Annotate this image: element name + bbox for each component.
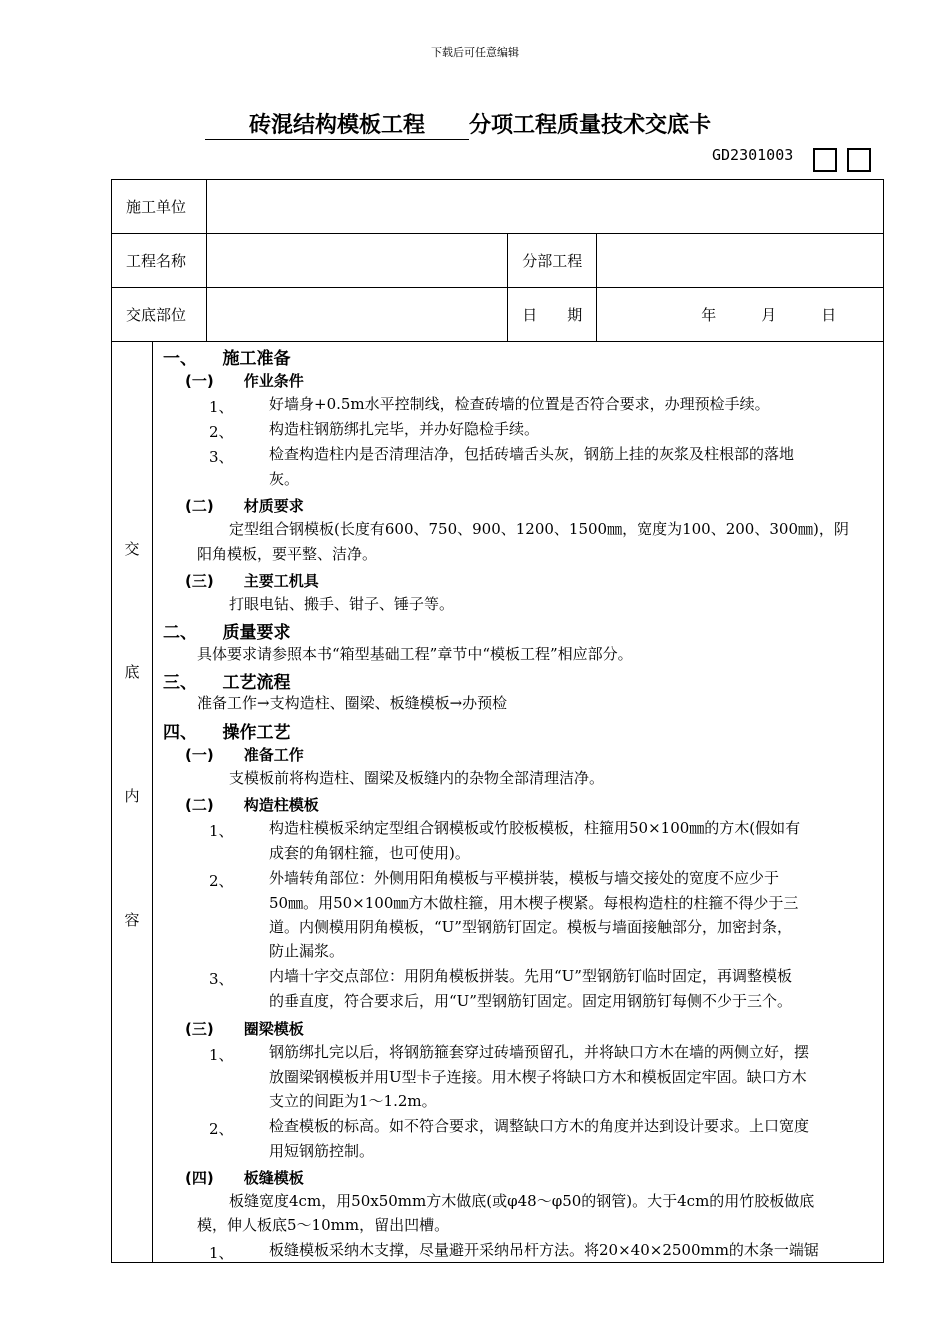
section-3-title: 三、 工艺流程 bbox=[163, 673, 291, 693]
item-text: 构造柱钢筋绑扎完毕，并办好隐检手续。 bbox=[269, 420, 540, 438]
section-2-title: 二、 质量要求 bbox=[163, 623, 291, 643]
content-area bbox=[111, 341, 884, 1263]
title-rest: 分项工程质量技术交底卡 bbox=[469, 113, 712, 138]
side-divider bbox=[152, 341, 153, 1262]
item-text: 构造柱模板采纳定型组合钢模板或竹胶板模板，柱箍用50×100㎜的方木(假如有 bbox=[269, 819, 801, 837]
section-4-1-title: (一) 准备工作 bbox=[185, 746, 304, 764]
item-text: 50㎜。用50×100㎜方木做柱箍，用木楔子楔紧。每根构造柱的柱箍不得少于三 bbox=[269, 894, 799, 912]
item-number: 1、 bbox=[209, 822, 234, 840]
paragraph: 模，伸人板底5～10mm，留出凹槽。 bbox=[197, 1216, 450, 1234]
item-text: 成套的角钢柱箍，也可使用)。 bbox=[269, 844, 470, 862]
item-text: 好墙身+0.5m水平控制线，检查砖墙的位置是否符合要求，办理预检手续。 bbox=[269, 395, 770, 413]
side-label-4: 容 bbox=[124, 911, 140, 929]
item-text: 检查构造柱内是否清理洁净，包括砖墙舌头灰，钢筋上挂的灰浆及柱根部的落地 bbox=[269, 445, 795, 463]
document-title bbox=[205, 108, 711, 140]
section-4-4-title: (四) 板缝模板 bbox=[185, 1169, 304, 1187]
item-number: 2、 bbox=[209, 872, 234, 890]
section-4-2-title: (二) 构造柱模板 bbox=[185, 796, 319, 814]
section-1-1-title: (一) 作业条件 bbox=[185, 372, 304, 390]
page-header: 下载后可任意编辑 bbox=[431, 46, 519, 59]
side-label-1: 交 bbox=[124, 540, 140, 558]
paragraph: 板缝宽度4cm，用50x50mm方木做底(或φ48～φ50的钢管)。大于4cm的用竹胶板做底 bbox=[229, 1192, 815, 1210]
location-label: 交底部位 bbox=[112, 288, 207, 342]
item-text: 的垂直度，符合要求后，用“U”型钢筋钉固定。固定用钢筋钉每侧不少于三个。 bbox=[269, 992, 792, 1010]
location-value[interactable] bbox=[206, 288, 507, 342]
item-text: 外墙转角部位：外侧用阳角模板与平模拼装，模板与墙交接处的宽度不应少于 bbox=[269, 869, 780, 887]
item-text: 支立的间距为1～1.2m。 bbox=[269, 1092, 437, 1110]
project-value[interactable] bbox=[206, 234, 507, 288]
sub-value[interactable] bbox=[597, 234, 884, 288]
paragraph: 支模板前将构造柱、圈梁及板缝内的杂物全部清理洁净。 bbox=[229, 769, 605, 787]
paragraph: 定型组合钢模板(长度有600、750、900、1200、1500㎜，宽度为100、200、300㎜)，阴 bbox=[229, 520, 849, 538]
info-table bbox=[111, 179, 884, 342]
item-text: 检查模板的标高。如不符合要求，调整缺口方木的角度并达到设计要求。上口宽度 bbox=[269, 1117, 810, 1135]
section-4-title: 四、 操作工艺 bbox=[163, 723, 291, 743]
item-number: 2、 bbox=[209, 1120, 234, 1138]
section-1-2-title: (二) 材质要求 bbox=[185, 497, 304, 515]
item-text: 道。内侧模用阴角模板，“U”型钢筋钉固定。模板与墙面接触部分，加密封条， bbox=[269, 918, 792, 936]
item-text: 放圈梁钢模板并用U型卡子连接。用木楔子将缺口方木和模板固定牢固。缺口方木 bbox=[269, 1068, 807, 1086]
item-text: 防止漏浆。 bbox=[269, 942, 345, 960]
section-1-3-title: (三) 主要工机具 bbox=[185, 572, 319, 590]
item-text: 钢筋绑扎完以后，将钢筋箍套穿过砖墙预留孔，并将缺口方木在墙的两侧立好，摆 bbox=[269, 1043, 810, 1061]
title-underlined: 砖混结构模板工程 bbox=[205, 108, 469, 140]
form-code: GD2301003 bbox=[712, 146, 794, 164]
item-text: 灰。 bbox=[269, 470, 300, 488]
item-number: 1、 bbox=[209, 1046, 234, 1064]
side-label-3: 内 bbox=[124, 787, 140, 805]
item-number: 2、 bbox=[209, 423, 234, 441]
checkbox-1[interactable] bbox=[813, 148, 837, 172]
item-number: 1、 bbox=[209, 398, 234, 416]
paragraph: 阳角模板，要平整、洁净。 bbox=[197, 545, 378, 563]
sub-label: 分部工程 bbox=[508, 234, 597, 288]
side-label-2: 底 bbox=[124, 663, 140, 681]
paragraph: 打眼电钻、搬手、钳子、锤子等。 bbox=[229, 595, 455, 613]
item-number: 3、 bbox=[209, 448, 234, 466]
item-text: 板缝模板采纳木支撑，尽量避开采纳吊杆方法。将20×40×2500mm的木条一端锯 bbox=[269, 1241, 819, 1259]
unit-label: 施工单位 bbox=[112, 180, 207, 234]
date-value[interactable]: 年 月 日 bbox=[597, 288, 884, 342]
paragraph: 具体要求请参照本书“箱型基础工程”章节中“模板工程”相应部分。 bbox=[197, 645, 633, 663]
date-label: 日 期 bbox=[508, 288, 597, 342]
paragraph: 准备工作→支构造柱、圈梁、板缝模板→办预检 bbox=[197, 694, 508, 712]
item-number: 1、 bbox=[209, 1244, 234, 1262]
item-text: 用短钢筋控制。 bbox=[269, 1142, 375, 1160]
project-label: 工程名称 bbox=[112, 234, 207, 288]
item-text: 内墙十字交点部位：用阴角模板拼装。先用“U”型钢筋钉临时固定，再调整模板 bbox=[269, 967, 792, 985]
section-1-title: 一、 施工准备 bbox=[163, 349, 291, 369]
unit-value[interactable] bbox=[206, 180, 883, 234]
item-number: 3、 bbox=[209, 970, 234, 988]
section-4-3-title: (三) 圈梁模板 bbox=[185, 1020, 304, 1038]
checkbox-2[interactable] bbox=[847, 148, 871, 172]
